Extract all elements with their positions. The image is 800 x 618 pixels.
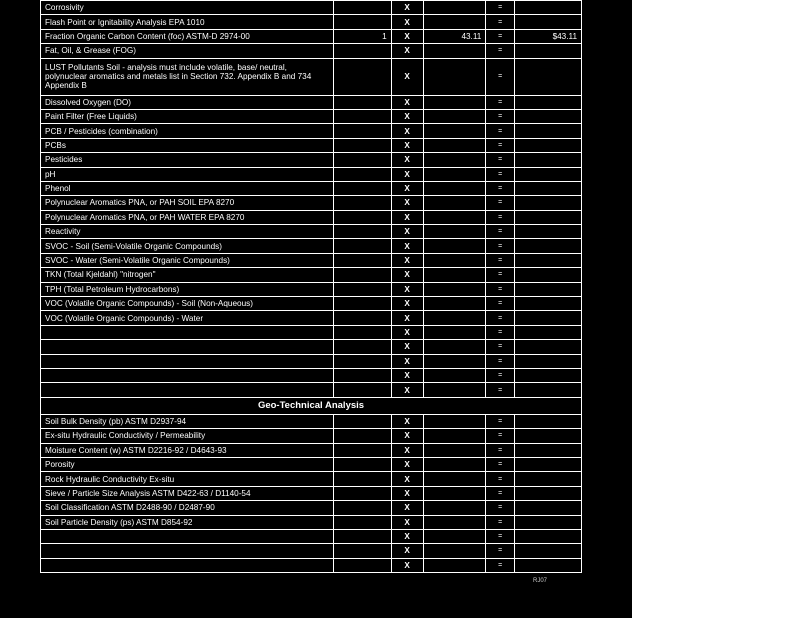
analysis-name: VOC (Volatile Organic Compounds) - Water bbox=[41, 311, 334, 325]
equals-sign: = bbox=[486, 153, 515, 167]
total-cell bbox=[515, 486, 582, 500]
equals-sign: = bbox=[486, 457, 515, 471]
equals-sign: = bbox=[486, 253, 515, 267]
total-cell bbox=[515, 138, 582, 152]
analysis-name: Phenol bbox=[41, 181, 334, 195]
multiply-sign: X bbox=[391, 225, 423, 239]
total-cell bbox=[515, 15, 582, 29]
total-cell bbox=[515, 297, 582, 311]
table-row bbox=[41, 515, 582, 529]
table-row bbox=[41, 1, 582, 15]
equals-sign: = bbox=[486, 44, 515, 58]
multiply-sign: X bbox=[391, 268, 423, 282]
analysis-name: LUST Pollutants Soil - analysis must include volatile, base/ neutral, polynuclear aromatics and metals list in Section 732. Appendix B and 734 Appendix B bbox=[41, 58, 334, 95]
quantity-cell bbox=[334, 1, 392, 15]
total-cell bbox=[515, 354, 582, 368]
analysis-name: Flash Point or Ignitability Analysis EPA 1010 bbox=[41, 15, 334, 29]
equals-sign: = bbox=[486, 325, 515, 339]
total-cell bbox=[515, 253, 582, 267]
equals-sign: = bbox=[486, 368, 515, 382]
multiply-sign: X bbox=[391, 210, 423, 224]
quantity-cell bbox=[334, 196, 392, 210]
unit-price-cell bbox=[423, 58, 486, 95]
multiply-sign: X bbox=[391, 44, 423, 58]
analysis-name: Fat, Oil, & Grease (FOG) bbox=[41, 44, 334, 58]
unit-price-cell bbox=[423, 167, 486, 181]
table-row bbox=[41, 544, 582, 558]
total-cell bbox=[515, 58, 582, 95]
unit-price-cell bbox=[423, 297, 486, 311]
analysis-name: Porosity bbox=[41, 457, 334, 471]
multiply-sign: X bbox=[391, 15, 423, 29]
multiply-sign: X bbox=[391, 124, 423, 138]
quantity-cell bbox=[334, 472, 392, 486]
equals-sign: = bbox=[486, 529, 515, 543]
table-row bbox=[41, 558, 582, 572]
total-cell bbox=[515, 282, 582, 296]
multiply-sign: X bbox=[391, 486, 423, 500]
equals-sign: = bbox=[486, 210, 515, 224]
total-cell bbox=[515, 558, 582, 572]
equals-sign: = bbox=[486, 429, 515, 443]
unit-price-cell bbox=[423, 95, 486, 109]
analysis-name: Sieve / Particle Size Analysis ASTM D422-63 / D1140-54 bbox=[41, 486, 334, 500]
multiply-sign: X bbox=[391, 282, 423, 296]
unit-price-cell bbox=[423, 529, 486, 543]
multiply-sign: X bbox=[391, 383, 423, 397]
table-row bbox=[41, 44, 582, 58]
unit-price-cell bbox=[423, 196, 486, 210]
analysis-name: Pesticides bbox=[41, 153, 334, 167]
unit-price-cell bbox=[423, 340, 486, 354]
equals-sign: = bbox=[486, 138, 515, 152]
quantity-cell bbox=[334, 297, 392, 311]
quantity-cell bbox=[334, 153, 392, 167]
analysis-name: pH bbox=[41, 167, 334, 181]
equals-sign: = bbox=[486, 124, 515, 138]
table-row bbox=[41, 311, 582, 325]
quantity-cell bbox=[334, 354, 392, 368]
total-cell bbox=[515, 457, 582, 471]
total-cell: $43.11 bbox=[515, 29, 582, 43]
unit-price-cell bbox=[423, 429, 486, 443]
multiply-sign: X bbox=[391, 138, 423, 152]
quantity-cell bbox=[334, 58, 392, 95]
total-cell bbox=[515, 181, 582, 195]
quantity-cell bbox=[334, 109, 392, 123]
section-header-row bbox=[41, 397, 582, 414]
quantity-cell bbox=[334, 253, 392, 267]
total-cell bbox=[515, 153, 582, 167]
equals-sign: = bbox=[486, 109, 515, 123]
table-row bbox=[41, 414, 582, 428]
analysis-name: Rock Hydraulic Conductivity Ex-situ bbox=[41, 472, 334, 486]
multiply-sign: X bbox=[391, 325, 423, 339]
unit-price-cell bbox=[423, 153, 486, 167]
multiply-sign: X bbox=[391, 529, 423, 543]
section-title: Geo-Technical Analysis bbox=[41, 397, 582, 414]
analysis-name: SVOC - Water (Semi-Volatile Organic Compounds) bbox=[41, 253, 334, 267]
table-row bbox=[41, 210, 582, 224]
table-row bbox=[41, 225, 582, 239]
equals-sign: = bbox=[486, 181, 515, 195]
quantity-cell bbox=[334, 44, 392, 58]
quantity-cell bbox=[334, 414, 392, 428]
equals-sign: = bbox=[486, 15, 515, 29]
multiply-sign: X bbox=[391, 544, 423, 558]
multiply-sign: X bbox=[391, 239, 423, 253]
table-row bbox=[41, 268, 582, 282]
unit-price-cell bbox=[423, 311, 486, 325]
total-cell bbox=[515, 325, 582, 339]
analysis-name: Soil Classification ASTM D2488-90 / D2487-90 bbox=[41, 501, 334, 515]
unit-price-cell bbox=[423, 253, 486, 267]
multiply-sign: X bbox=[391, 443, 423, 457]
page-stamp: RJ07 bbox=[533, 578, 548, 584]
unit-price-cell: 43.11 bbox=[423, 29, 486, 43]
analysis-name: Ex-situ Hydraulic Conductivity / Permeability bbox=[41, 429, 334, 443]
total-cell bbox=[515, 368, 582, 382]
multiply-sign: X bbox=[391, 354, 423, 368]
equals-sign: = bbox=[486, 486, 515, 500]
total-cell bbox=[515, 109, 582, 123]
table-row bbox=[41, 29, 582, 43]
unit-price-cell bbox=[423, 414, 486, 428]
table-row bbox=[41, 95, 582, 109]
total-cell bbox=[515, 239, 582, 253]
equals-sign: = bbox=[486, 472, 515, 486]
total-cell bbox=[515, 515, 582, 529]
equals-sign: = bbox=[486, 297, 515, 311]
analysis-name bbox=[41, 383, 334, 397]
total-cell bbox=[515, 196, 582, 210]
table-row bbox=[41, 196, 582, 210]
quantity-cell bbox=[334, 181, 392, 195]
total-cell bbox=[515, 544, 582, 558]
table-row bbox=[41, 486, 582, 500]
quantity-cell bbox=[334, 340, 392, 354]
quantity-cell bbox=[334, 239, 392, 253]
unit-price-cell bbox=[423, 472, 486, 486]
unit-price-cell bbox=[423, 558, 486, 572]
table-row bbox=[41, 138, 582, 152]
unit-price-cell bbox=[423, 225, 486, 239]
table-row bbox=[41, 181, 582, 195]
table-row bbox=[41, 15, 582, 29]
analysis-name bbox=[41, 354, 334, 368]
multiply-sign: X bbox=[391, 181, 423, 195]
analysis-name: TPH (Total Petroleum Hydrocarbons) bbox=[41, 282, 334, 296]
total-cell bbox=[515, 311, 582, 325]
equals-sign: = bbox=[486, 414, 515, 428]
quantity-cell bbox=[334, 501, 392, 515]
quantity-cell bbox=[334, 282, 392, 296]
table-row bbox=[41, 529, 582, 543]
unit-price-cell bbox=[423, 109, 486, 123]
equals-sign: = bbox=[486, 167, 515, 181]
quantity-cell bbox=[334, 124, 392, 138]
total-cell bbox=[515, 1, 582, 15]
equals-sign: = bbox=[486, 95, 515, 109]
equals-sign: = bbox=[486, 544, 515, 558]
unit-price-cell bbox=[423, 515, 486, 529]
equals-sign: = bbox=[486, 196, 515, 210]
multiply-sign: X bbox=[391, 153, 423, 167]
analysis-name: PCBs bbox=[41, 138, 334, 152]
total-cell bbox=[515, 501, 582, 515]
analysis-name: Paint Filter (Free Liquids) bbox=[41, 109, 334, 123]
quantity-cell bbox=[334, 558, 392, 572]
analysis-name bbox=[41, 368, 334, 382]
equals-sign: = bbox=[486, 1, 515, 15]
analysis-name: Reactivity bbox=[41, 225, 334, 239]
unit-price-cell bbox=[423, 268, 486, 282]
multiply-sign: X bbox=[391, 29, 423, 43]
equals-sign: = bbox=[486, 558, 515, 572]
analysis-name: SVOC - Soil (Semi-Volatile Organic Compounds) bbox=[41, 239, 334, 253]
equals-sign: = bbox=[486, 383, 515, 397]
table-row bbox=[41, 501, 582, 515]
multiply-sign: X bbox=[391, 58, 423, 95]
table-row bbox=[41, 325, 582, 339]
lab-analysis-rows bbox=[41, 1, 582, 398]
unit-price-cell bbox=[423, 124, 486, 138]
equals-sign: = bbox=[486, 225, 515, 239]
unit-price-cell bbox=[423, 383, 486, 397]
equals-sign: = bbox=[486, 282, 515, 296]
unit-price-cell bbox=[423, 15, 486, 29]
unit-price-cell bbox=[423, 282, 486, 296]
multiply-sign: X bbox=[391, 297, 423, 311]
equals-sign: = bbox=[486, 443, 515, 457]
unit-price-cell bbox=[423, 354, 486, 368]
analysis-name: Polynuclear Aromatics PNA, or PAH WATER EPA 8270 bbox=[41, 210, 334, 224]
unit-price-cell bbox=[423, 368, 486, 382]
total-cell bbox=[515, 529, 582, 543]
equals-sign: = bbox=[486, 268, 515, 282]
table-row bbox=[41, 354, 582, 368]
equals-sign: = bbox=[486, 311, 515, 325]
analysis-name: Soil Particle Density (ps) ASTM D854-92 bbox=[41, 515, 334, 529]
equals-sign: = bbox=[486, 340, 515, 354]
analysis-name: PCB / Pesticides (combination) bbox=[41, 124, 334, 138]
quantity-cell bbox=[334, 325, 392, 339]
unit-price-cell bbox=[423, 1, 486, 15]
multiply-sign: X bbox=[391, 515, 423, 529]
unit-price-cell bbox=[423, 544, 486, 558]
total-cell bbox=[515, 95, 582, 109]
unit-price-cell bbox=[423, 181, 486, 195]
equals-sign: = bbox=[486, 354, 515, 368]
total-cell bbox=[515, 44, 582, 58]
equals-sign: = bbox=[486, 239, 515, 253]
table-row bbox=[41, 368, 582, 382]
quantity-cell bbox=[334, 268, 392, 282]
quantity-cell: 1 bbox=[334, 29, 392, 43]
table-row bbox=[41, 429, 582, 443]
table-row bbox=[41, 239, 582, 253]
multiply-sign: X bbox=[391, 167, 423, 181]
quantity-cell bbox=[334, 429, 392, 443]
multiply-sign: X bbox=[391, 311, 423, 325]
total-cell bbox=[515, 383, 582, 397]
multiply-sign: X bbox=[391, 558, 423, 572]
geo-analysis-rows bbox=[41, 414, 582, 572]
table-row bbox=[41, 457, 582, 471]
quantity-cell bbox=[334, 383, 392, 397]
total-cell bbox=[515, 414, 582, 428]
unit-price-cell bbox=[423, 325, 486, 339]
quantity-cell bbox=[334, 210, 392, 224]
table-row bbox=[41, 282, 582, 296]
total-cell bbox=[515, 472, 582, 486]
analysis-name: VOC (Volatile Organic Compounds) - Soil (Non-Aqueous) bbox=[41, 297, 334, 311]
quantity-cell bbox=[334, 486, 392, 500]
multiply-sign: X bbox=[391, 1, 423, 15]
quantity-cell bbox=[334, 443, 392, 457]
quantity-cell bbox=[334, 167, 392, 181]
total-cell bbox=[515, 210, 582, 224]
table-row bbox=[41, 383, 582, 397]
table-row bbox=[41, 124, 582, 138]
quantity-cell bbox=[334, 15, 392, 29]
quantity-cell bbox=[334, 529, 392, 543]
total-cell bbox=[515, 225, 582, 239]
quantity-cell bbox=[334, 368, 392, 382]
unit-price-cell bbox=[423, 138, 486, 152]
unit-price-cell bbox=[423, 457, 486, 471]
multiply-sign: X bbox=[391, 109, 423, 123]
multiply-sign: X bbox=[391, 196, 423, 210]
table-row bbox=[41, 340, 582, 354]
analysis-name bbox=[41, 544, 334, 558]
table-row bbox=[41, 443, 582, 457]
analysis-name: TKN (Total Kjeldahl) "nitrogen" bbox=[41, 268, 334, 282]
total-cell bbox=[515, 429, 582, 443]
total-cell bbox=[515, 443, 582, 457]
analysis-name: Corrosivity bbox=[41, 1, 334, 15]
multiply-sign: X bbox=[391, 95, 423, 109]
multiply-sign: X bbox=[391, 457, 423, 471]
quantity-cell bbox=[334, 457, 392, 471]
analysis-name bbox=[41, 340, 334, 354]
unit-price-cell bbox=[423, 210, 486, 224]
table-row bbox=[41, 253, 582, 267]
multiply-sign: X bbox=[391, 368, 423, 382]
analysis-name: Fraction Organic Carbon Content (foc) ASTM-D 2974-00 bbox=[41, 29, 334, 43]
analysis-cost-table bbox=[40, 0, 582, 573]
quantity-cell bbox=[334, 95, 392, 109]
total-cell bbox=[515, 340, 582, 354]
analysis-name bbox=[41, 529, 334, 543]
total-cell bbox=[515, 124, 582, 138]
quantity-cell bbox=[334, 138, 392, 152]
equals-sign: = bbox=[486, 58, 515, 95]
quantity-cell bbox=[334, 311, 392, 325]
total-cell bbox=[515, 268, 582, 282]
analysis-name bbox=[41, 558, 334, 572]
multiply-sign: X bbox=[391, 501, 423, 515]
equals-sign: = bbox=[486, 29, 515, 43]
multiply-sign: X bbox=[391, 253, 423, 267]
table-row bbox=[41, 153, 582, 167]
total-cell bbox=[515, 167, 582, 181]
quantity-cell bbox=[334, 515, 392, 529]
table-row bbox=[41, 109, 582, 123]
analysis-name: Polynuclear Aromatics PNA, or PAH SOIL EPA 8270 bbox=[41, 196, 334, 210]
quantity-cell bbox=[334, 225, 392, 239]
unit-price-cell bbox=[423, 44, 486, 58]
multiply-sign: X bbox=[391, 340, 423, 354]
unit-price-cell bbox=[423, 486, 486, 500]
multiply-sign: X bbox=[391, 472, 423, 486]
geo-section-header bbox=[41, 397, 582, 414]
analysis-name bbox=[41, 325, 334, 339]
multiply-sign: X bbox=[391, 414, 423, 428]
unit-price-cell bbox=[423, 239, 486, 253]
analysis-name: Soil Bulk Density (pb) ASTM D2937-94 bbox=[41, 414, 334, 428]
table-row bbox=[41, 58, 582, 95]
analysis-name: Moisture Content (w) ASTM D2216-92 / D4643-93 bbox=[41, 443, 334, 457]
equals-sign: = bbox=[486, 515, 515, 529]
multiply-sign: X bbox=[391, 429, 423, 443]
analysis-name: Dissolved Oxygen (DO) bbox=[41, 95, 334, 109]
unit-price-cell bbox=[423, 501, 486, 515]
unit-price-cell bbox=[423, 443, 486, 457]
quantity-cell bbox=[334, 544, 392, 558]
table-row bbox=[41, 472, 582, 486]
table-row bbox=[41, 167, 582, 181]
equals-sign: = bbox=[486, 501, 515, 515]
table-row bbox=[41, 297, 582, 311]
